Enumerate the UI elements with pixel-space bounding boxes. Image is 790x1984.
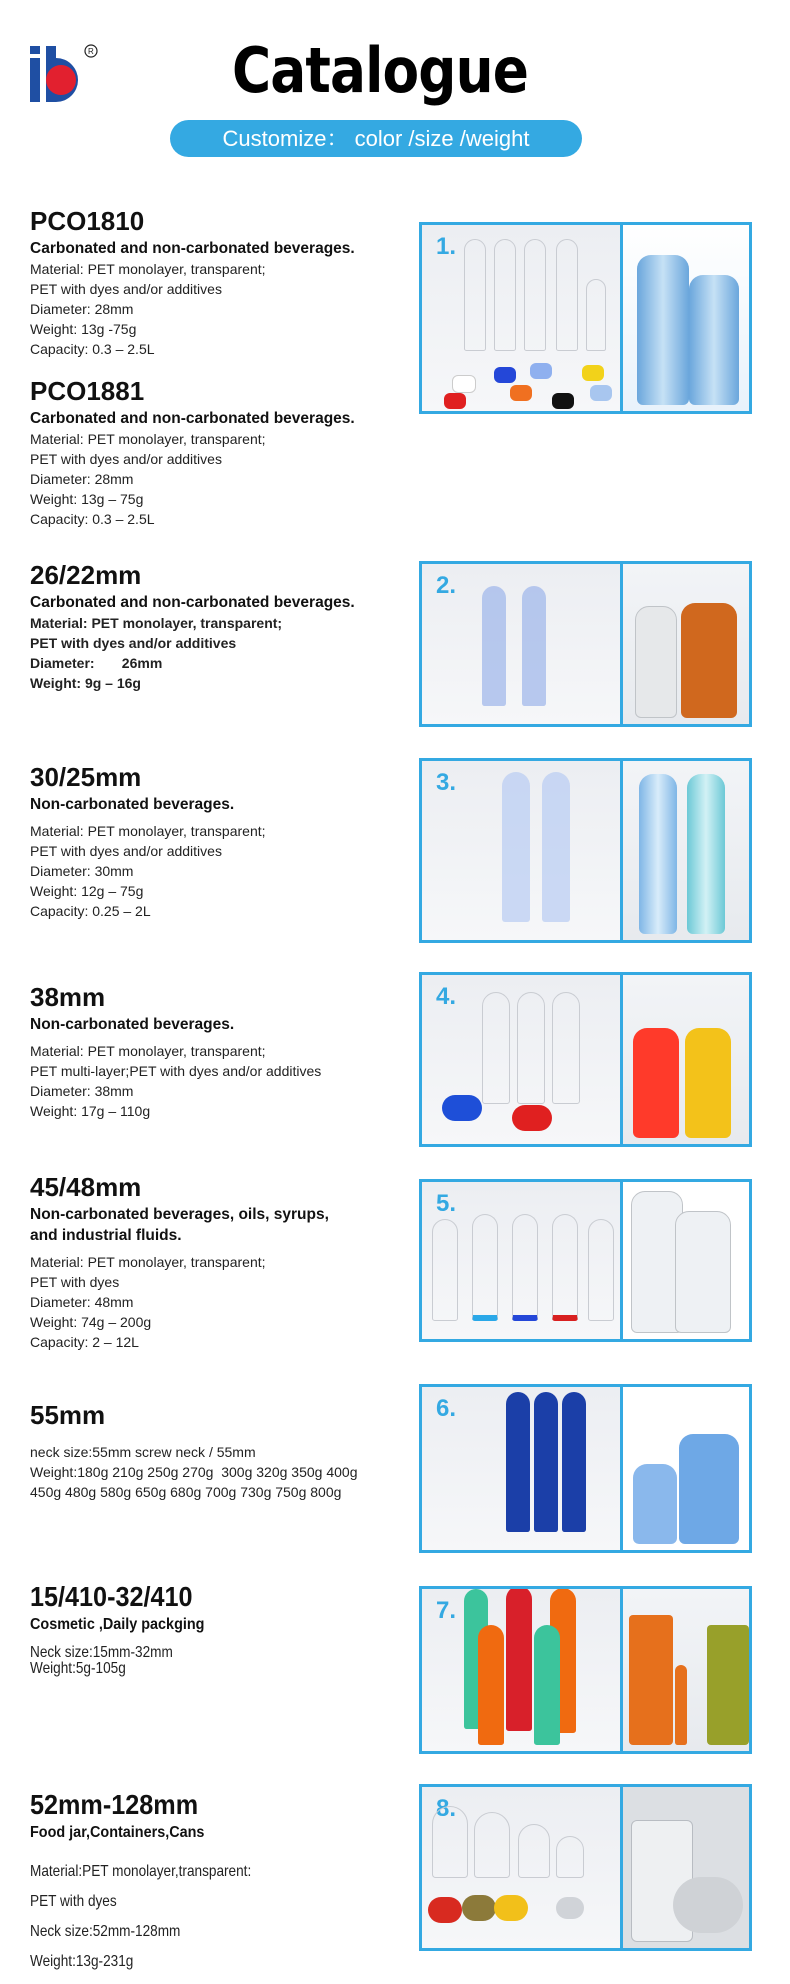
product-description: Food jar,Containers,Cans (30, 1824, 205, 1841)
panel-number: 1. (436, 233, 457, 260)
spec-line: Capacity: 2 – 12L (30, 1334, 139, 1350)
bottle-photo (623, 1182, 749, 1339)
product-heading: PCO1881 (30, 376, 145, 406)
spec-line: Material: PET monolayer, transparent; (30, 431, 266, 447)
product-heading: PCO1810 (30, 206, 145, 236)
spec-line: Weight:13g-231g (30, 1953, 134, 1970)
bottle-photo (623, 225, 749, 411)
bottle-photo (623, 1787, 749, 1948)
spec-line: Capacity: 0.3 – 2.5L (30, 341, 155, 357)
spec-line: Diameter: 48mm (30, 1294, 134, 1310)
spec-line: Capacity: 0.25 – 2L (30, 903, 151, 919)
product-45-48mm (30, 1172, 420, 1352)
product-description: Non-carbonated beverages, oils, syrups, (30, 1206, 329, 1223)
panel-number: 8. (436, 1795, 457, 1822)
product-55mm (30, 1400, 450, 1502)
product-description: Non-carbonated beverages. (30, 796, 235, 813)
product-38mm (30, 982, 430, 1121)
spec-line: Weight: 17g – 110g (30, 1103, 151, 1119)
spec-line: Material: PET monolayer, transparent; (30, 1043, 266, 1059)
product-image-panel-8 (419, 1784, 752, 1951)
product-heading: 26/22mm (30, 560, 142, 590)
spec-line: Diameter: 28mm (30, 301, 134, 317)
spec-line: Neck size:52mm-128mm (30, 1923, 181, 1940)
spec-line: PET with dyes (30, 1893, 117, 1910)
preform-photo (422, 975, 620, 1144)
spec-line: PET multi-layer;PET with dyes and/or additives (30, 1063, 322, 1079)
product-image-panel-7 (419, 1586, 752, 1754)
spec-line: PET with dyes (30, 1274, 120, 1290)
bottle-photo (623, 1589, 749, 1751)
product-description: Non-carbonated beverages. (30, 1016, 235, 1033)
product-description: and industrial fluids. (30, 1227, 182, 1244)
spec-line: PET with dyes and/or additives (30, 281, 222, 297)
preform-photo (422, 225, 620, 411)
spec-line: PET with dyes and/or additives (30, 843, 222, 859)
product-pco1881 (30, 376, 420, 529)
spec-line: PET with dyes and/or additives (30, 635, 237, 651)
product-image-panel-6 (419, 1384, 752, 1553)
page-title: Catalogue (231, 34, 529, 107)
spec-line: Material: PET monolayer, transparent; (30, 1254, 266, 1270)
svg-text:R: R (88, 47, 94, 56)
product-heading: 38mm (30, 982, 106, 1012)
spec-line: Weight: 9g – 16g (30, 675, 141, 691)
product-image-panel-3 (419, 758, 752, 943)
product-heading: 55mm (30, 1400, 106, 1430)
product-image-panel-2 (419, 561, 752, 727)
preform-photo (422, 1387, 620, 1550)
product-heading: 45/48mm (30, 1172, 142, 1202)
panel-number: 3. (436, 769, 457, 796)
preform-photo (422, 1589, 620, 1751)
product-heading: 52mm-128mm (30, 1789, 199, 1820)
spec-line: Material:PET monolayer,transparent: (30, 1863, 252, 1880)
spec-line: Diameter: 30mm (30, 863, 134, 879)
spec-line: Weight:5g-105g (30, 1660, 126, 1677)
preform-photo (422, 564, 620, 724)
panel-number: 7. (436, 1597, 457, 1624)
preform-photo (422, 1182, 620, 1339)
product-description: Carbonated and non-carbonated beverages. (30, 410, 355, 427)
product-30-25mm (30, 762, 420, 921)
spec-line: 450g 480g 580g 650g 680g 700g 730g 750g 800g (30, 1484, 342, 1500)
product-52-128mm (30, 1790, 420, 1977)
spec-line: Weight: 13g – 75g (30, 491, 144, 507)
spec-line: Weight: 13g -75g (30, 321, 137, 337)
bottle-photo (623, 761, 749, 940)
product-15-410-32-410 (30, 1582, 420, 1677)
spec-line: Material: PET monolayer, transparent; (30, 615, 283, 631)
product-description: Carbonated and non-carbonated beverages. (30, 240, 355, 257)
spec-line: Capacity: 0.3 – 2.5L (30, 511, 155, 527)
product-heading: 30/25mm (30, 762, 142, 792)
product-pco1810 (30, 206, 420, 359)
spec-line: Diameter: 26mm (30, 655, 163, 671)
panel-number: 6. (436, 1395, 457, 1422)
spec-line: neck size:55mm screw neck / 55mm (30, 1444, 256, 1460)
panel-number: 4. (436, 983, 457, 1010)
spec-line: Neck size:15mm-32mm (30, 1644, 173, 1661)
spec-line: Diameter: 28mm (30, 471, 134, 487)
spec-line: Weight: 74g – 200g (30, 1314, 152, 1330)
preform-photo (422, 761, 620, 940)
spec-line: Weight:180g 210g 250g 270g 300g 320g 350g 400g (30, 1464, 358, 1480)
product-image-panel-5 (419, 1179, 752, 1342)
spec-line: Material: PET monolayer, transparent; (30, 823, 266, 839)
preform-photo (422, 1787, 620, 1948)
spec-line: PET with dyes and/or additives (30, 451, 222, 467)
product-heading: 15/410-32/410 (30, 1581, 193, 1612)
spec-line: Diameter: 38mm (30, 1083, 134, 1099)
bottle-photo (623, 564, 749, 724)
panel-number: 5. (436, 1190, 457, 1217)
bottle-photo (623, 975, 749, 1144)
product-26-22mm (30, 560, 420, 693)
product-description: Carbonated and non-carbonated beverages. (30, 594, 355, 611)
spec-line: Material: PET monolayer, transparent; (30, 261, 266, 277)
product-description: Cosmetic ,Daily packging (30, 1616, 205, 1633)
product-image-panel-4 (419, 972, 752, 1147)
bottle-photo (623, 1387, 749, 1550)
product-image-panel-1 (419, 222, 752, 414)
panel-number: 2. (436, 572, 457, 599)
customize-banner: Customize： color /size /weight (170, 120, 582, 157)
spec-line: Weight: 12g – 75g (30, 883, 144, 899)
